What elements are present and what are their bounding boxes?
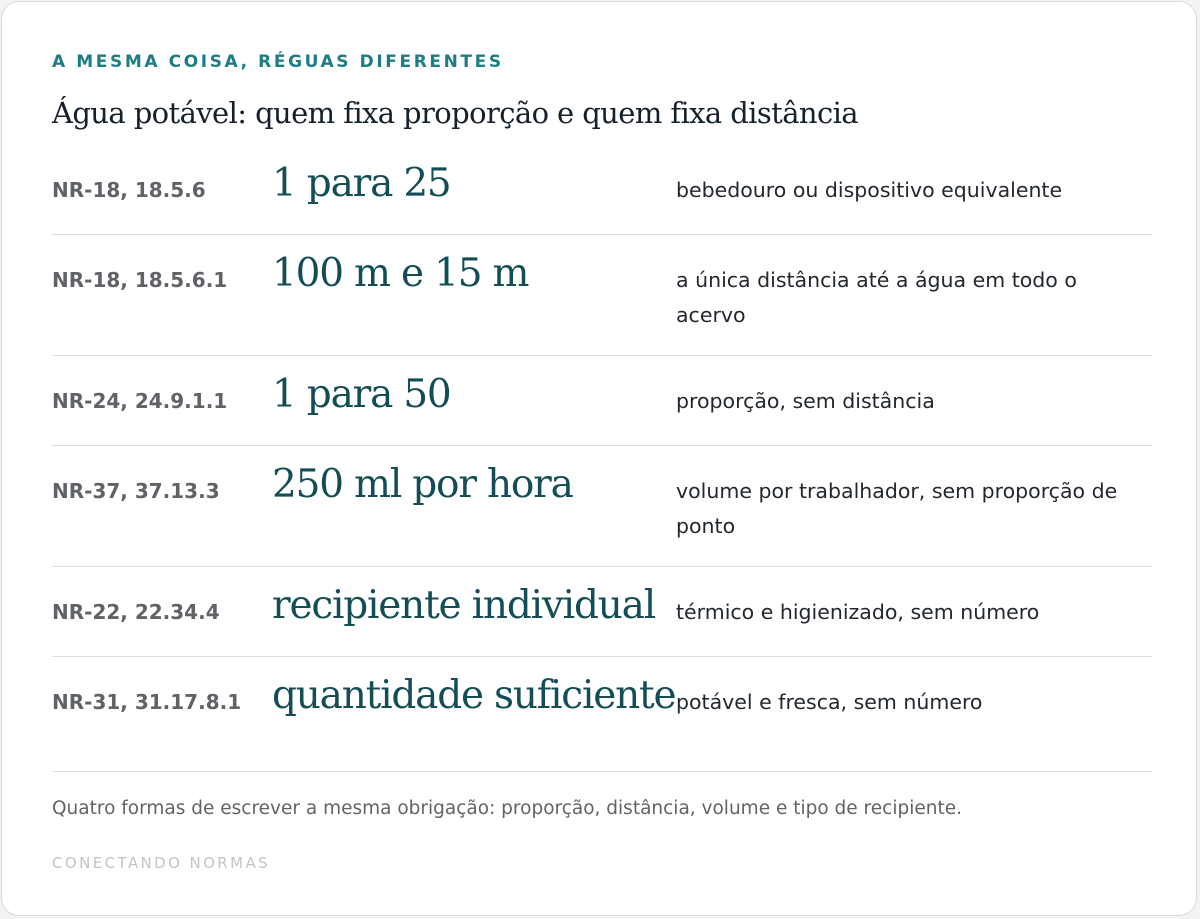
table-row: [52, 657, 1152, 747]
comparison-table: [52, 145, 1152, 747]
table-row: [52, 235, 1152, 356]
rule-value: 1 para 50: [272, 372, 451, 417]
table-row: [52, 446, 1152, 567]
footer-divider: [52, 771, 1152, 772]
eyebrow-label: A MESMA COISA, RÉGUAS DIFERENTES: [52, 52, 504, 72]
rule-value: 250 ml por hora: [272, 462, 573, 507]
footer-note: Quatro formas de escrever a mesma obrigação: proporção, distância, volume e tipo de recipiente.: [52, 798, 962, 819]
rule-description: proporção, sem distância: [676, 389, 935, 413]
table-row: [52, 356, 1152, 446]
table-row: [52, 145, 1152, 235]
norm-reference: NR-18, 18.5.6.1: [52, 268, 228, 292]
table-row: [52, 567, 1152, 657]
info-card: [1, 1, 1197, 916]
rule-value: quantidade suficiente: [272, 673, 676, 718]
rule-value: recipiente individual: [272, 583, 655, 628]
rule-value: 100 m e 15 m: [272, 251, 529, 296]
page-title: Água potável: quem fixa proporção e quem fixa distância: [52, 96, 858, 130]
rule-description: térmico e higienizado, sem número: [676, 600, 1040, 624]
norm-reference: NR-31, 31.17.8.1: [52, 690, 242, 714]
rule-value: 1 para 25: [272, 161, 451, 206]
norm-reference: NR-18, 18.5.6: [52, 178, 206, 202]
norm-reference: NR-24, 24.9.1.1: [52, 389, 228, 413]
norm-reference: NR-22, 22.34.4: [52, 600, 220, 624]
brand-label: CONECTANDO NORMAS: [52, 854, 271, 872]
rule-description: bebedouro ou dispositivo equivalente: [676, 178, 1063, 202]
norm-reference: NR-37, 37.13.3: [52, 479, 220, 503]
rule-description: a única distância até a água em todo o acervo: [676, 268, 1077, 327]
rule-description: volume por trabalhador, sem proporção de ponto: [676, 479, 1118, 538]
rule-description: potável e fresca, sem número: [676, 690, 983, 714]
